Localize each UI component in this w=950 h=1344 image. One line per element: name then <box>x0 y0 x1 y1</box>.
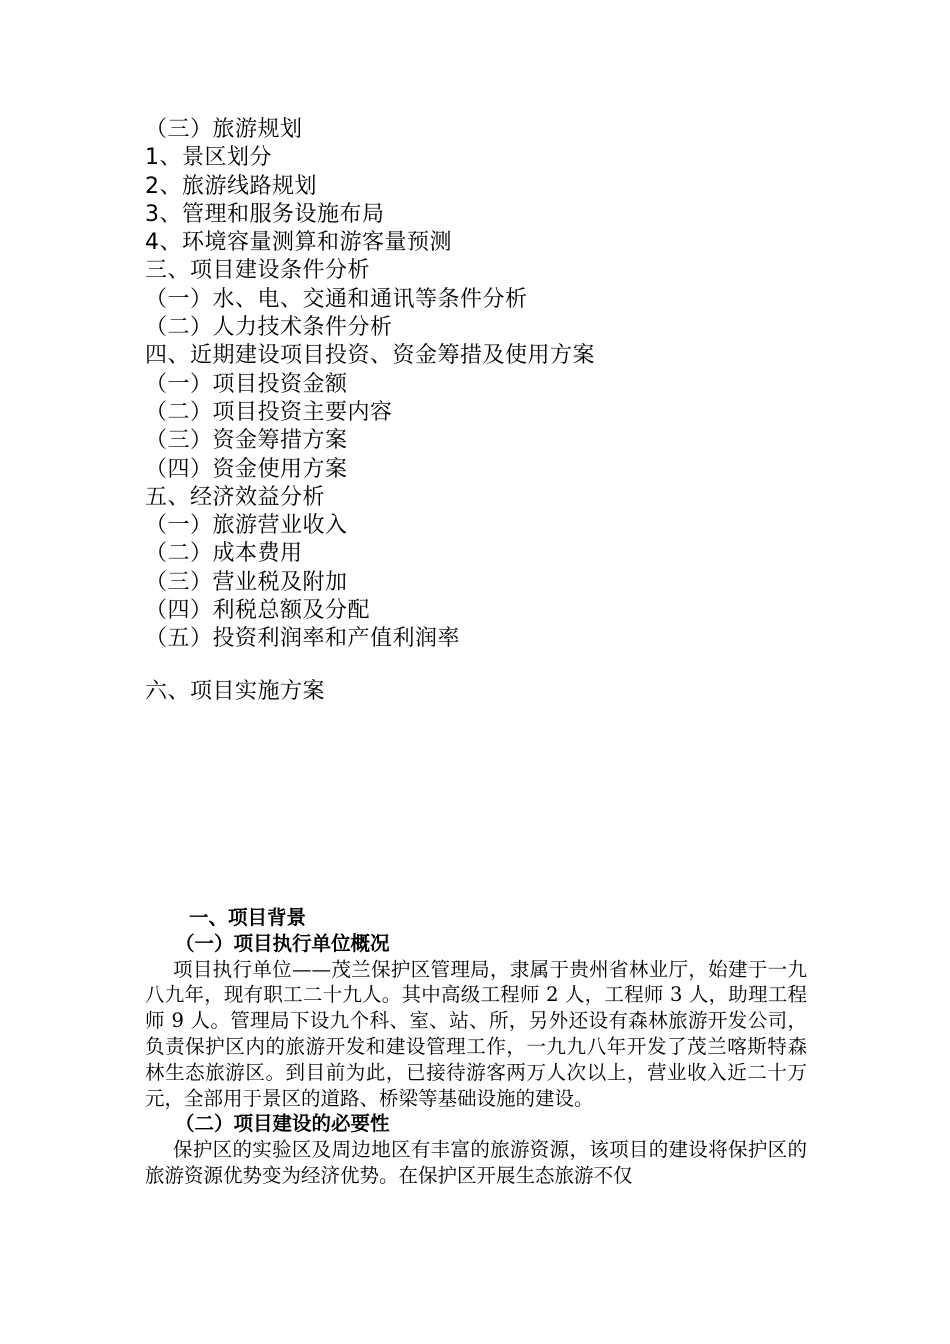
toc-item: （二）人力技术条件分析 <box>145 315 393 341</box>
toc-item: 六、项目实施方案 <box>145 678 326 704</box>
toc-item: 五、经济效益分析 <box>145 484 326 510</box>
toc-item: （三）旅游规划 <box>145 117 303 142</box>
toc-item: （三）资金筹措方案 <box>145 428 348 454</box>
toc-item: 四、近期建设项目投资、资金筹措及使用方案 <box>145 343 596 369</box>
toc-item: （四）利税总额及分配 <box>145 598 371 624</box>
toc-item: 4、环境容量测算和游客量预测 <box>145 230 452 256</box>
toc-item: （三）营业税及附加 <box>145 569 348 595</box>
toc-item: 3、管理和服务设施布局 <box>145 201 385 227</box>
section-heading: 一、项目背景 <box>189 906 307 929</box>
toc-item: 2、旅游线路规划 <box>145 173 317 199</box>
table-of-contents <box>145 116 845 706</box>
toc-item: （一）旅游营业收入 <box>145 513 348 539</box>
paragraph: 项目执行单位——茂兰保护区管理局，隶属于贵州省林业厅，始建于一九八九年，现有职工二十九人。其中高级工程师 2 人，工程师 3 人，助理工程师 9 人。管理局下设九个科、室、站、所，另外还设有森林旅游开发公司，负责保护区内的旅游开发和建设管理工作，一九九八年开发了茂兰喀斯特森林生态旅游区。到目前为此，已接待游客两万人次以上，营业收入近二十万元，全部用于景区的道路、桥梁等基础设施的建设。 <box>145 957 807 1110</box>
toc-item: 1、景区划分 <box>145 145 272 171</box>
toc-item: 三、项目建设条件分析 <box>145 258 371 284</box>
toc-item: （二）成本费用 <box>145 541 303 567</box>
toc-spacer <box>145 654 845 678</box>
toc-item: （五）投资利润率和产值利润率 <box>145 626 461 652</box>
toc-item: （一）项目投资金额 <box>145 371 348 397</box>
toc-item: （一）水、电、交通和通讯等条件分析 <box>145 286 528 312</box>
project-background-section <box>145 905 807 1189</box>
paragraph: 保护区的实验区及周边地区有丰富的旅游资源，该项目的建设将保护区的旅游资源优势变为经济优势。在保护区开展生态旅游不仅 <box>145 1138 807 1187</box>
toc-item: （二）项目投资主要内容 <box>145 399 393 425</box>
subsection-heading: （一）项目执行单位概况 <box>175 931 390 955</box>
subsection-heading: （二）项目建设的必要性 <box>175 1112 390 1136</box>
toc-item: （四）资金使用方案 <box>145 456 348 482</box>
